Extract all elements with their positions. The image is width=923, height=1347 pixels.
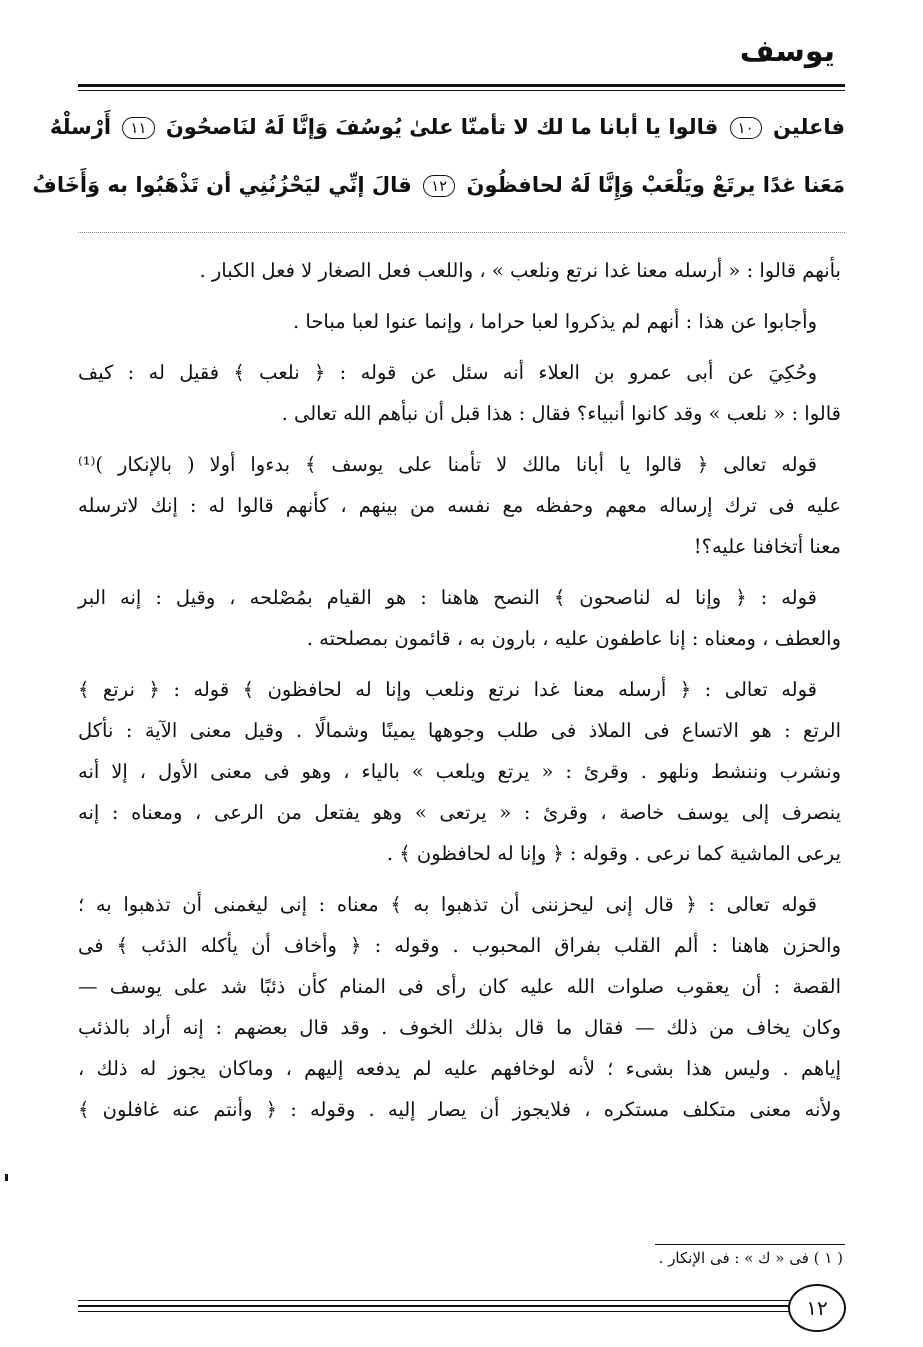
footnote: ( ١ ) فى « ك » : فى الإنكار . [658,1249,843,1267]
header-rule-thin [78,90,845,91]
page-number: ١٢ [788,1284,846,1332]
text-line: قوله تعالى ﴿ قالوا يا أبانا مالك لا تأمنا على يوسف ﴾ بدءوا أولا ( بالإنكار )⁽¹⁾ [78,453,817,476]
ayah-number-marker: ١٠ [730,117,762,139]
text-line: بأنهم قالوا : « أرسله معنا غدا نرتع ونلعب » ، واللعب فعل الصغار لا فعل الكبار . [199,259,841,282]
verse-text: قالوا يا أبانا ما لك لا تأمنّا علىٰ يُوسُفَ وَإنَّا لَهُ لنَاصحُونَ [165,115,719,139]
verse-text: قالَ إنِّي ليَحْزُنُنِي أن تَذْهَبُوا به وَأَخَافُ [32,173,412,197]
ayah-number-marker: ١٢ [423,175,455,197]
verse-text: أَرْسلْهُ [49,115,112,139]
paragraph [78,884,841,1130]
paragraph [78,352,841,434]
text-line: معنا أتخافنا عليه؟! [693,535,841,558]
text-line: قوله تعالى : ﴿ قال إنى ليحزننى أن تذهبوا به ﴾ معناه : إنى ليغمنى أن تذهبوا به ؛ [78,893,817,916]
paragraph [78,444,841,567]
text-line: عليه فى ترك إرساله معهم وحفظه مع نفسه من بينهم ، كأنهم قالوا له : إنك لاترسله [78,494,841,517]
text-line: إياهم . وليس هذا بشىء ؛ لأنه لوخافهم عليه لم يدفعه إليهم ، وماكان يجوز له ذلك ، [78,1057,841,1080]
ayah-number-marker: ١١ [122,117,154,139]
commentary-body [78,250,841,1140]
verse-text: فاعلين [772,115,845,139]
footer-rule [78,1300,790,1301]
text-line: قوله تعالى : ﴿ أرسله معنا غدا نرتع ونلعب وإنا له لحافظون ﴾ قوله : ﴿ نرتع ﴾ [78,678,817,701]
text-line: ينصرف إلى يوسف خاصة ، وقرئ : « يرتعى » وهو يفتعل من الرعى ، ومعناه : إنه [78,801,841,824]
header-rule [78,84,845,87]
paragraph [78,250,841,291]
footer-rule [78,1311,790,1312]
text-line: وأجابوا عن هذا : أنهم لم يذكروا لعبا حراما ، وإنما عنوا لعبا مباحا . [293,310,817,333]
text-line: ولأنه معنى متكلف مستكره ، فلايجوز أن يصار إليه . وقوله : ﴿ وأنتم عنه غافلون ﴾ [78,1098,841,1121]
verse-text: مَعَنا غدًا يرتَعْ ويَلْعَبْ وَإِنَّا لَهُ لحافظُونَ [466,173,845,197]
text-line: قالوا : « نلعب » وقد كانوا أنبياء؟ فقال : هذا قبل أن نبأهم الله تعالى . [281,402,841,425]
verse-line-1 [49,98,845,156]
text-line: والعطف ، ومعناه : إنا عاطفون عليه ، بارون به ، قائمون بمصلحته . [306,627,841,650]
quran-verses [32,98,845,214]
paragraph [78,301,841,342]
verse-line-2 [32,156,845,214]
footnote-rule [655,1244,845,1245]
surah-title: يوسف [739,34,835,69]
paragraph [78,669,841,874]
verses-separator [78,232,845,233]
text-line: القصة : أن يعقوب صلوات الله عليه كان رأى فى المنام كأن ذئبًا شد على يوسف — [78,975,841,998]
scan-mark [5,1174,8,1181]
text-line: يرعى الماشية كما نرعى . وقوله : ﴿ وإنا له لحافظون ﴾ . [386,842,841,865]
text-line: الرتع : هو الاتساع فى الملاذ فى طلب وجوهها يمينًا وشمالًا . وقيل معنى الآية : نأكل [78,719,841,742]
text-line: وحُكِيَ عن أبى عمرو بن العلاء أنه سئل عن قوله : ﴿ نلعب ﴾ فقيل له : كيف [78,361,817,384]
paragraph [78,577,841,659]
text-line: وكان يخاف من ذلك — فقال ما قال بذلك الخوف . وقد قال بعضهم : إنه أراد بالذئب [78,1016,841,1039]
text-line: والحزن هاهنا : ألم القلب بفراق المحبوب . وقوله : ﴿ وأخاف أن يأكله الذئب ﴾ فى [78,934,841,957]
text-line: قوله : ﴿ وإنا له لناصحون ﴾ النصح هاهنا : هو القيام بمُصْلحه ، وقيل : إنه البر [78,586,817,609]
text-line: ونشرب وننشط ونلهو . وقرئ : « يرتع ويلعب » بالياء ، وهو فى معنى الأول ، إلا أنه [78,760,841,783]
footer-rule-thick [78,1305,790,1307]
